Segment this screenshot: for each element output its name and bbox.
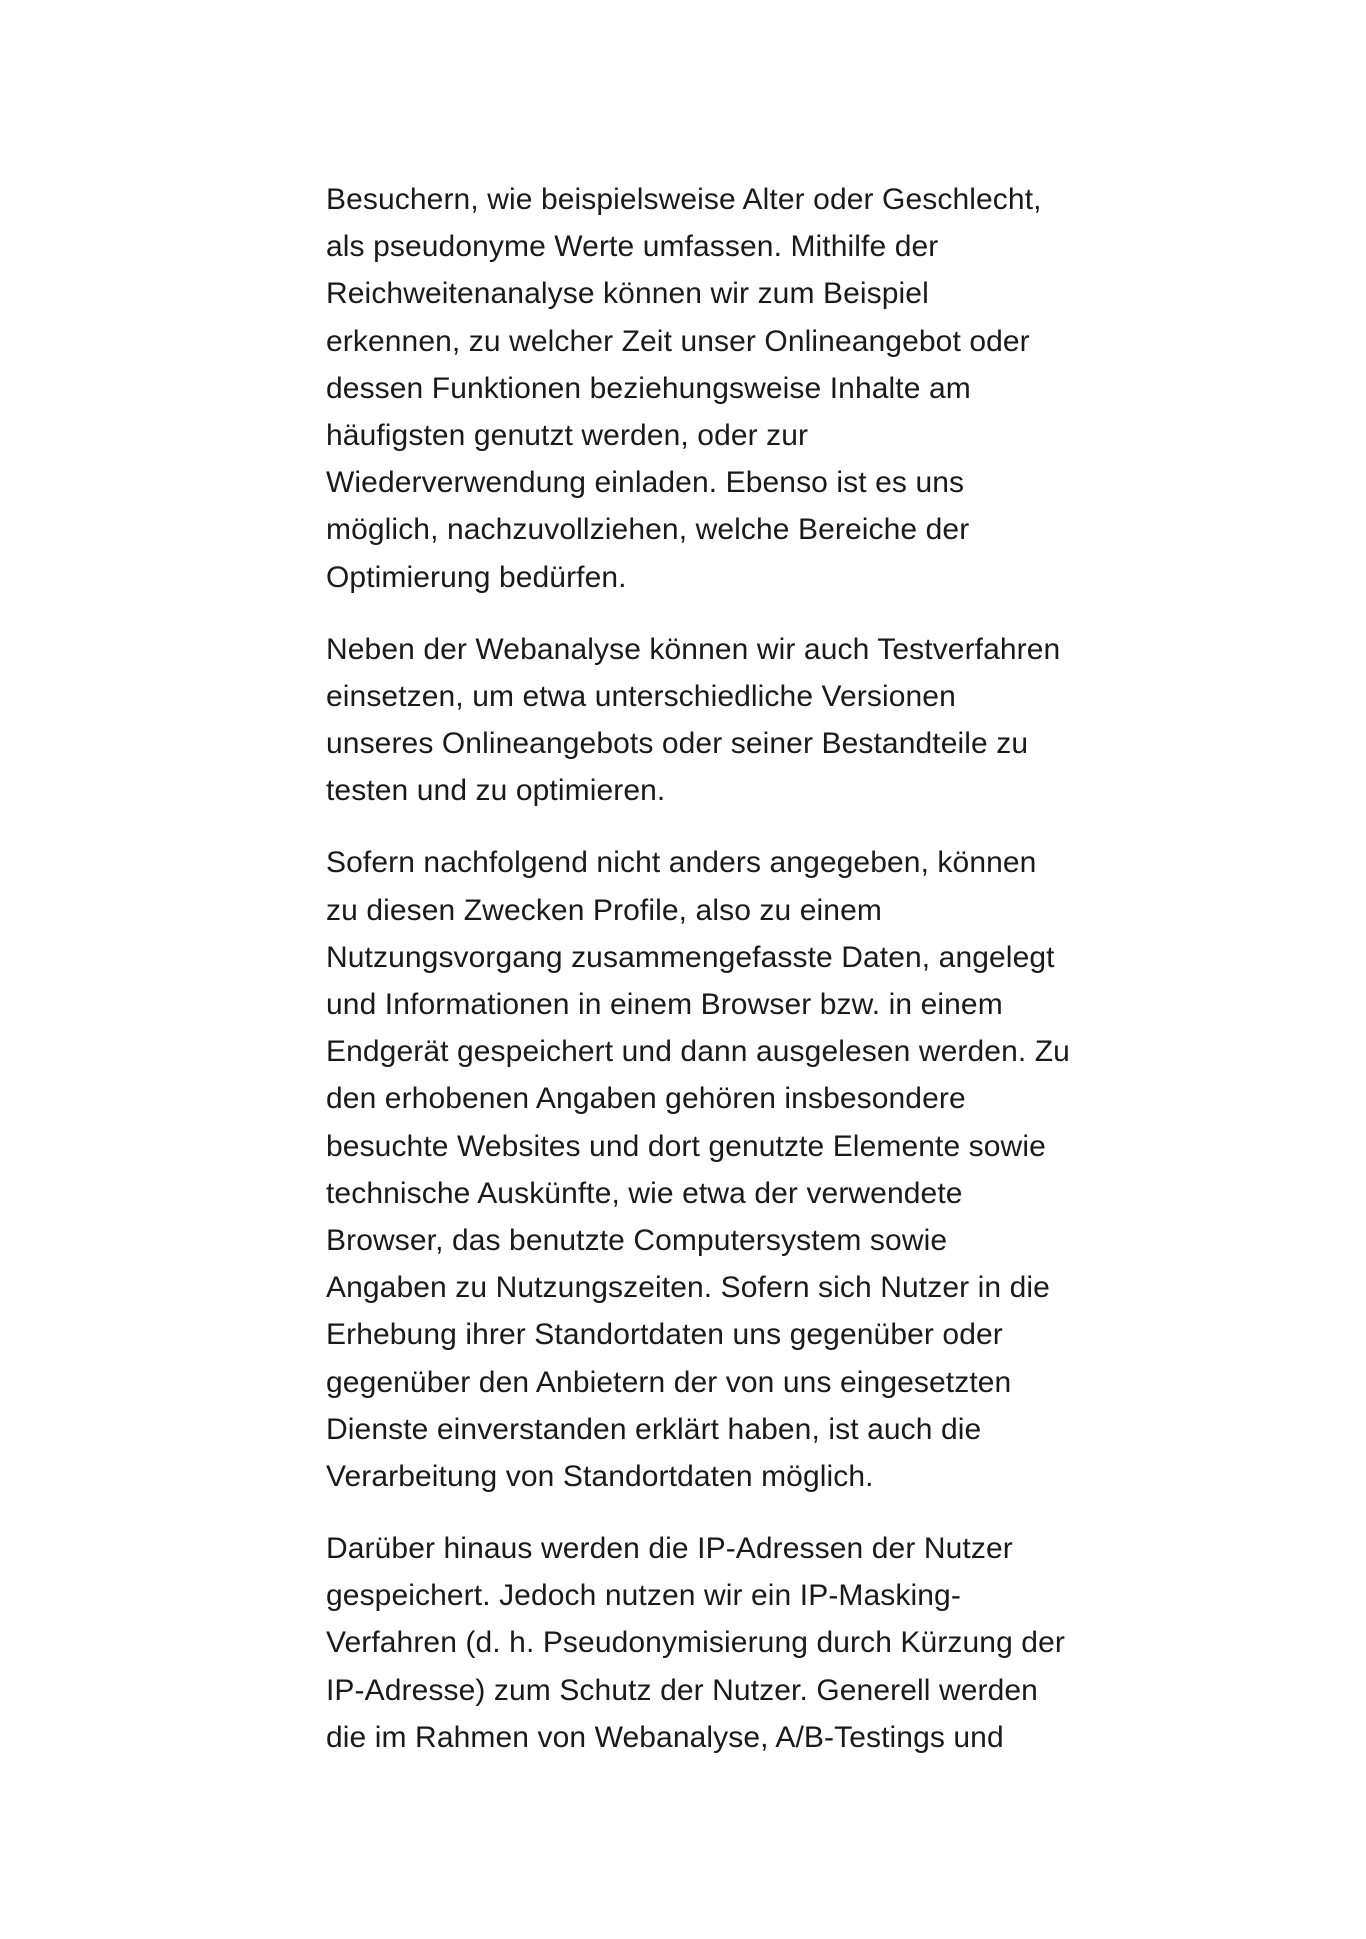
text-line: Browser, das benutzte Computersystem sowie (326, 1223, 948, 1257)
text-line: zu diesen Zwecken Profile, also zu einem (326, 893, 882, 927)
paragraph-testing (326, 626, 1146, 815)
text-line: Angaben zu Nutzungszeiten. Sofern sich Nutzer in die (326, 1271, 1050, 1305)
text-line: Verarbeitung von Standortdaten möglich. (326, 1459, 874, 1493)
text-line: möglich, nachzuvollziehen, welche Bereiche der (326, 513, 970, 547)
paragraph-ip-addresses (326, 1525, 1146, 1761)
text-line: erkennen, zu welcher Zeit unser Onlineangebot oder (326, 324, 1030, 358)
text-line: Besuchern, wie beispielsweise Alter oder Geschlecht, (326, 183, 1042, 216)
text-line: einsetzen, um etwa unterschiedliche Versionen (326, 679, 956, 713)
text-line: technische Auskünfte, wie etwa der verwendete (326, 1176, 963, 1210)
text-line: unseres Onlineangebots oder seiner Bestandteile zu (326, 727, 1029, 761)
text-line: besuchte Websites und dort genutzte Elemente sowie (326, 1129, 1046, 1163)
text-line: Endgerät gespeichert und dann ausgelesen werden. Zu (326, 1035, 1070, 1069)
text-line: Reichweitenanalyse können wir zum Beispiel (326, 277, 929, 311)
text-line: Dienste einverstanden erklärt haben, ist auch die (326, 1412, 982, 1446)
text-line: Erhebung ihrer Standortdaten uns gegenüber oder (326, 1318, 1003, 1352)
text-line: Verfahren (d. h. Pseudonymisierung durch Kürzung der (326, 1626, 1065, 1660)
text-line: IP-Adresse) zum Schutz der Nutzer. Generell werden (326, 1673, 1038, 1707)
text-line: Neben der Webanalyse können wir auch Testverfahren (326, 632, 1061, 666)
text-line: Optimierung bedürfen. (326, 560, 627, 594)
text-line: Nutzungsvorgang zusammengefasste Daten, angelegt (326, 940, 1055, 974)
text-line: testen und zu optimieren. (326, 774, 666, 808)
paragraph-reach-analysis (326, 176, 1146, 601)
paragraph-profiles (326, 839, 1146, 1500)
text-line: die im Rahmen von Webanalyse, A/B-Testings und (326, 1720, 1004, 1754)
text-line: Wiederverwendung einladen. Ebenso ist es uns (326, 466, 965, 500)
text-line: dessen Funktionen beziehungsweise Inhalte am (326, 371, 971, 405)
text-line: Darüber hinaus werden die IP-Adressen der Nutzer (326, 1532, 1013, 1566)
text-line: als pseudonyme Werte umfassen. Mithilfe der (326, 230, 939, 264)
text-line: den erhobenen Angaben gehören insbesondere (326, 1082, 966, 1116)
text-line: gespeichert. Jedoch nutzen wir ein IP-Masking- (326, 1579, 961, 1613)
text-line: gegenüber den Anbietern der von uns eingesetzten (326, 1365, 1012, 1399)
text-line: häufigsten genutzt werden, oder zur (326, 418, 809, 452)
text-line: und Informationen in einem Browser bzw. in einem (326, 988, 1003, 1021)
text-line: Sofern nachfolgend nicht anders angegeben, können (326, 846, 1037, 880)
document-body (326, 176, 1146, 1786)
